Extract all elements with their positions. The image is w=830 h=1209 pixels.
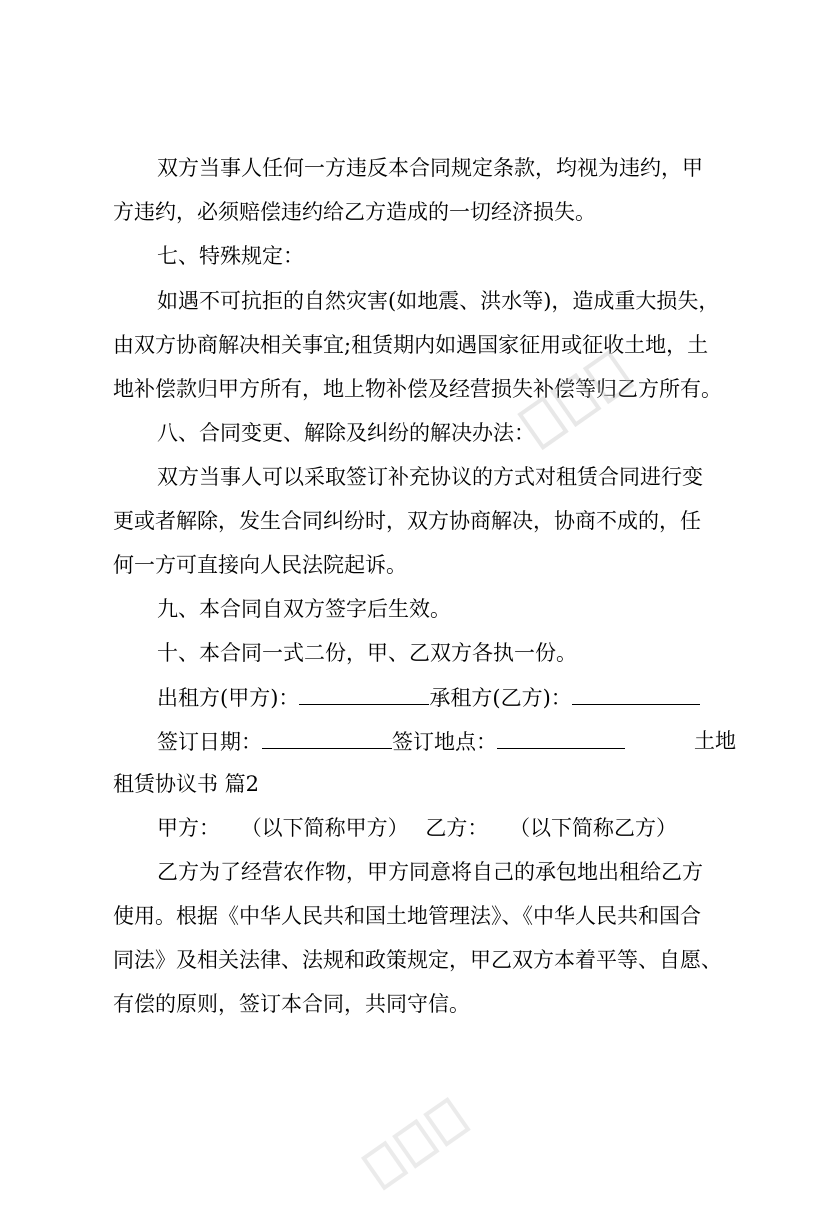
date-label: 签订日期： [157,730,262,754]
party-b-note: （以下简称乙方） [509,816,678,840]
place-label: 签订地点： [392,730,497,754]
para1-line2: 方违约，必须赔偿违约给乙方造成的一切经济损失。 [113,200,596,224]
intro-line1: 乙方为了经营农作物，甲方同意将自己的承包地出租给乙方 [157,860,703,884]
para8-line1: 双方当事人可以采取签订补充协议的方式对租赁合同进行变 [157,465,703,489]
party-a-note: （以下简称甲方） [240,816,409,840]
date-blank[interactable] [262,726,392,749]
lessee-blank[interactable] [572,682,700,705]
next-title-part2: 租赁协议书 篇2 [113,772,260,796]
party-a-label: 甲方： [157,816,220,840]
next-title-part1: 土地 [694,729,736,753]
heading-7: 七、特殊规定： [157,244,304,268]
parties-row [157,813,677,843]
heading-8: 八、合同变更、解除及纠纷的解决办法： [157,421,535,445]
lessor-blank[interactable] [299,682,429,705]
clause-10: 十、本合同一式二份，甲、乙双方各执一份。 [157,641,577,665]
signature-row-parties [157,682,700,713]
lessee-label: 承租方(乙方)： [429,686,572,710]
watermark-mark-bottom [346,1076,485,1209]
para7-line3: 地补偿款归甲方所有，地上物补偿及经营损失补偿等归乙方所有。 [113,377,722,401]
intro-line3: 同法》及相关法律、法规和政策规定，甲乙双方本着平等、自愿、 [113,948,722,972]
para7-line1: 如遇不可抗拒的自然灾害(如地震、洪水等)，造成重大损失， [157,289,720,313]
lessor-label: 出租方(甲方)： [157,686,300,710]
para8-line3: 何一方可直接向人民法院起诉。 [113,553,407,577]
clause-9: 九、本合同自双方签字后生效。 [157,597,451,621]
intro-line4: 有偿的原则，签订本合同，共同守信。 [113,992,470,1016]
party-b-label: 乙方： [425,816,489,840]
para1-line1: 双方当事人任何一方违反本合同规定条款，均视为违约，甲 [157,156,703,180]
para7-line2: 由双方协商解决相关事宜;租赁期内如遇国家征用或征收土地，土 [113,333,709,357]
intro-line2: 使用。根据《中华人民共和国土地管理法》、《中华人民共和国合 [113,904,701,928]
signature-row-date-place [157,726,625,757]
para8-line2: 更或者解除，发生合同纠纷时，双方协商解决，协商不成的，任 [113,509,701,533]
place-blank[interactable] [497,726,625,749]
